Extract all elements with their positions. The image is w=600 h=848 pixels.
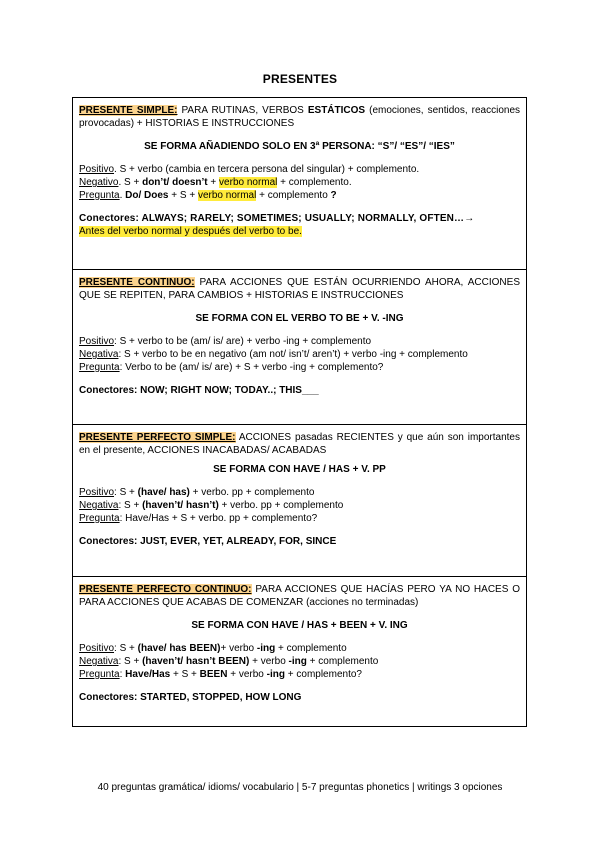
question-text: + S + [168, 190, 198, 201]
negative-label: Negativo [79, 177, 119, 188]
section-presente-simple [73, 98, 526, 269]
negative-aux: (haven’t/ hasn’t) [142, 500, 219, 511]
positive-label: Positivo [79, 336, 115, 347]
positive-ing: -ing [256, 643, 276, 654]
connectors: Conectores: STARTED, STOPPED, HOW LONG [79, 692, 302, 703]
negative-label: Negativa [79, 656, 119, 667]
question-text: : [119, 669, 126, 680]
negative-text: : S + verbo to be en negativo (am not/ isn’t/ aren’t) + verbo -ing + complemento [118, 349, 468, 360]
negative-line [79, 176, 520, 189]
section-label: PRESENTE SIMPLE: [79, 105, 178, 116]
positive-line [79, 642, 520, 655]
section-label: PRESENTE PERFECTO SIMPLE: [79, 432, 236, 443]
question-text: : Have/Has + S + verbo. pp + complemento? [119, 513, 318, 524]
section-description [79, 104, 520, 130]
question-text: . [119, 190, 126, 201]
question-text: + complemento? [284, 669, 362, 680]
negative-text: : S + [118, 656, 143, 667]
positive-label: Positivo [79, 487, 115, 498]
positive-text: : S + verbo to be (am/ is/ are) + verbo -ing + complemento [114, 336, 372, 347]
desc-text: PARA ACCIONES QUE HACÍAS PERO YA NO HACES O PARA ACCIONES QUE ACABAS DE COMENZAR (acciones no terminadas) [79, 584, 520, 608]
footer-note: 40 preguntas gramática/ idioms/ vocabulario | 5-7 preguntas phonetics | writings 3 opciones [97, 782, 503, 793]
connectors: Conectores: NOW; RIGHT NOW; TODAY..; THIS___ [79, 385, 319, 396]
desc-text: PARA ACCIONES QUE ESTÁN OCURRIENDO AHORA, ACCIONES QUE SE REPITEN, PARA CAMBIOS + HISTORIAS E INSTRUCCIONES [79, 277, 520, 301]
negative-text: : S + [118, 500, 143, 511]
highlight-verb: verbo normal [219, 177, 278, 188]
negative-ing: -ing [288, 656, 307, 667]
question-text: + S + [170, 669, 200, 680]
negative-aux: (haven’t/ hasn’t BEEN) [142, 656, 250, 667]
grammar-table [72, 97, 527, 727]
question-aux: Have/Has [125, 669, 171, 680]
section-description [79, 431, 520, 457]
positive-line [79, 335, 520, 348]
negative-text: + complemento [306, 656, 379, 667]
formation-rule: SE FORMA AÑADIENDO SOLO EN 3ª PERSONA: “S”/ “ES”/ “IES” [144, 141, 455, 152]
negative-text: . S + [118, 177, 143, 188]
positive-line [79, 486, 520, 499]
question-text: + complemento [256, 190, 331, 201]
question-label: Pregunta [79, 513, 120, 524]
negative-line [79, 348, 520, 361]
section-description [79, 276, 520, 302]
question-line [79, 668, 520, 681]
section-label: PRESENTE CONTINUO: [79, 277, 195, 288]
section-label: PRESENTE PERFECTO CONTINUO: [79, 584, 252, 595]
positive-text: + verbo [220, 643, 257, 654]
desc-bold: ESTÁTICOS [307, 105, 366, 116]
connectors: Conectores: JUST, EVER, YET, ALREADY, FOR, SINCE [79, 536, 337, 547]
formation-rule: SE FORMA CON HAVE / HAS + V. PP [213, 464, 386, 475]
connectors: Conectores: ALWAYS; RARELY; SOMETIMES; USUALLY; NORMALLY, OFTEN…→ [79, 213, 475, 224]
negative-text: + verbo. pp + complemento [218, 500, 344, 511]
desc-text: (emociones, sentidos, reacciones provocadas) + HISTORIAS E INSTRUCCIONES [79, 105, 521, 129]
negative-text: + verbo [249, 656, 289, 667]
question-aux: Do/ Does [125, 190, 169, 201]
section-presente-perfecto-simple [73, 424, 526, 576]
note-highlight: Antes del verbo normal y después del verbo to be. [79, 226, 302, 237]
highlight-verb: verbo normal [197, 190, 257, 201]
negative-text: + complemento. [277, 177, 352, 188]
connectors-note [79, 225, 520, 238]
positive-text: : S + [114, 487, 138, 498]
question-label: Pregunta [79, 362, 120, 373]
negative-line [79, 499, 520, 512]
question-line [79, 189, 520, 202]
question-been: BEEN [199, 669, 228, 680]
desc-text: PARA RUTINAS, VERBOS [177, 105, 308, 116]
question-line [79, 512, 520, 525]
negative-label: Negativa [79, 500, 119, 511]
positive-text: : S + [114, 643, 138, 654]
negative-label: Negativa [79, 349, 119, 360]
negative-aux: don’t/ doesn’t [142, 177, 208, 188]
positive-aux: (have/ has BEEN) [137, 643, 221, 654]
positive-label: Positivo [79, 643, 115, 654]
desc-text: ACCIONES pasadas RECIENTES y que aún son importantes en el presente, ACCIONES INACABADAS/ ACABADAS [79, 432, 520, 456]
positive-aux: (have/ has) [137, 487, 190, 498]
question-text: : Verbo to be (am/ is/ are) + S + verbo -ing + complemento? [119, 362, 384, 373]
question-line [79, 361, 520, 374]
positive-line [79, 163, 520, 176]
positive-text: + verbo. pp + complemento [189, 487, 315, 498]
section-presente-perfecto-continuo [73, 576, 526, 726]
positive-label: Positivo [79, 164, 115, 175]
negative-line [79, 655, 520, 668]
page-title: PRESENTES [262, 72, 338, 86]
positive-text: . S + verbo (cambia en tercera persona del singular) + complemento. [114, 164, 420, 175]
formation-rule: SE FORMA CON EL VERBO TO BE + V. -ING [195, 313, 404, 324]
question-mark: ? [330, 190, 337, 201]
question-ing: -ing [266, 669, 285, 680]
positive-text: + complemento [275, 643, 347, 654]
section-description [79, 583, 520, 609]
formation-rule: SE FORMA CON HAVE / HAS + BEEN + V. ING [191, 620, 408, 631]
question-label: Pregunta [79, 669, 120, 680]
question-label: Pregunta [79, 190, 120, 201]
negative-text: + [207, 177, 220, 188]
question-text: + verbo [227, 669, 267, 680]
section-presente-continuo [73, 269, 526, 424]
